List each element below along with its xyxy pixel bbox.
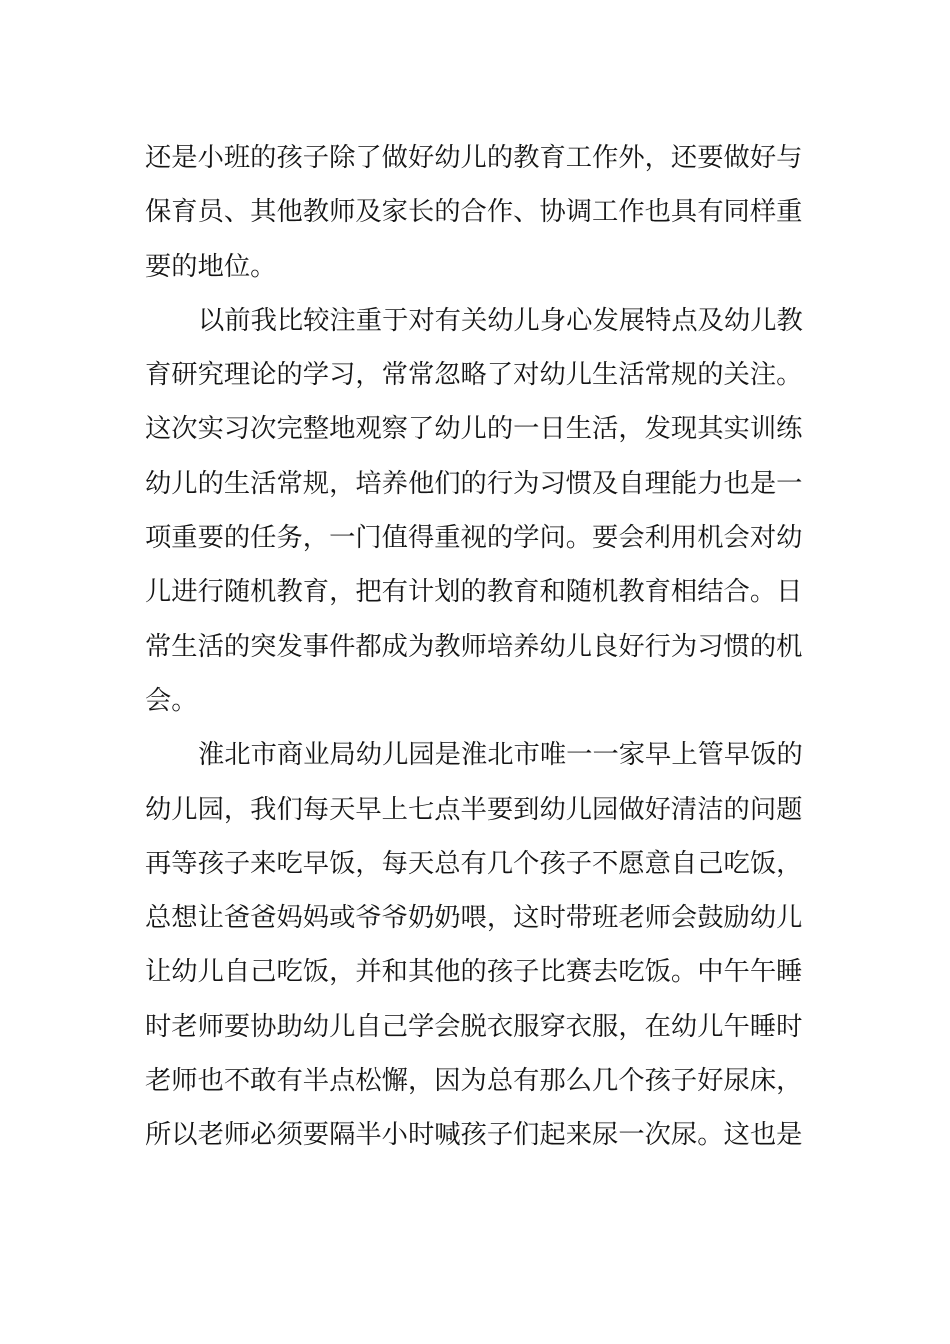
paragraph-first-line: 以前我比较注重于对有关幼儿身心发展特点及幼儿教 [198,305,803,336]
text-line: 这次实习次完整地观察了幼儿的一日生活，发现其实训练 [145,414,803,445]
text-line: 儿进行随机教育，把有计划的教育和随机教育相结合。日 [145,577,803,608]
text-line: 项重要的任务，一门值得重视的学问。要会利用机会对幼 [145,523,803,554]
text-line: 保育员、其他教师及家长的合作、协调工作也具有同样重 [145,197,803,228]
text-line: 幼儿园，我们每天早上七点半要到幼儿园做好清洁的问题 [145,794,803,825]
text-line: 常生活的突发事件都成为教师培养幼儿良好行为习惯的机 [145,631,803,662]
text-line: 还是小班的孩子除了做好幼儿的教育工作外，还要做好与 [145,143,803,173]
body-text [145,131,809,1163]
text-line: 幼儿的生活常规，培养他们的行为习惯及自理能力也是一 [145,468,803,499]
text-line: 时老师要协助幼儿自己学会脱衣服穿衣服，在幼儿午睡时 [145,1011,803,1042]
text-line: 再等孩子来吃早饭，每天总有几个孩子不愿意自己吃饭， [145,848,803,879]
text-line: 会。 [145,685,198,716]
text-line: 育研究理论的学习，常常忽略了对幼儿生活常规的关注。 [145,360,803,391]
text-line: 要的地位。 [145,251,277,282]
text-line: 所以老师必须要隔半小时喊孩子们起来尿一次尿。这也是 [145,1120,803,1151]
paragraph-first-line: 淮北市商业局幼儿园是淮北市唯一一家早上管早饭的 [198,740,803,771]
text-line: 让幼儿自己吃饭，并和其他的孩子比赛去吃饭。中午午睡 [145,957,803,988]
text-line: 老师也不敢有半点松懈，因为总有那么几个孩子好尿床， [145,1066,803,1097]
text-line: 总想让爸爸妈妈或爷爷奶奶喂，这时带班老师会鼓励幼儿 [145,903,803,934]
